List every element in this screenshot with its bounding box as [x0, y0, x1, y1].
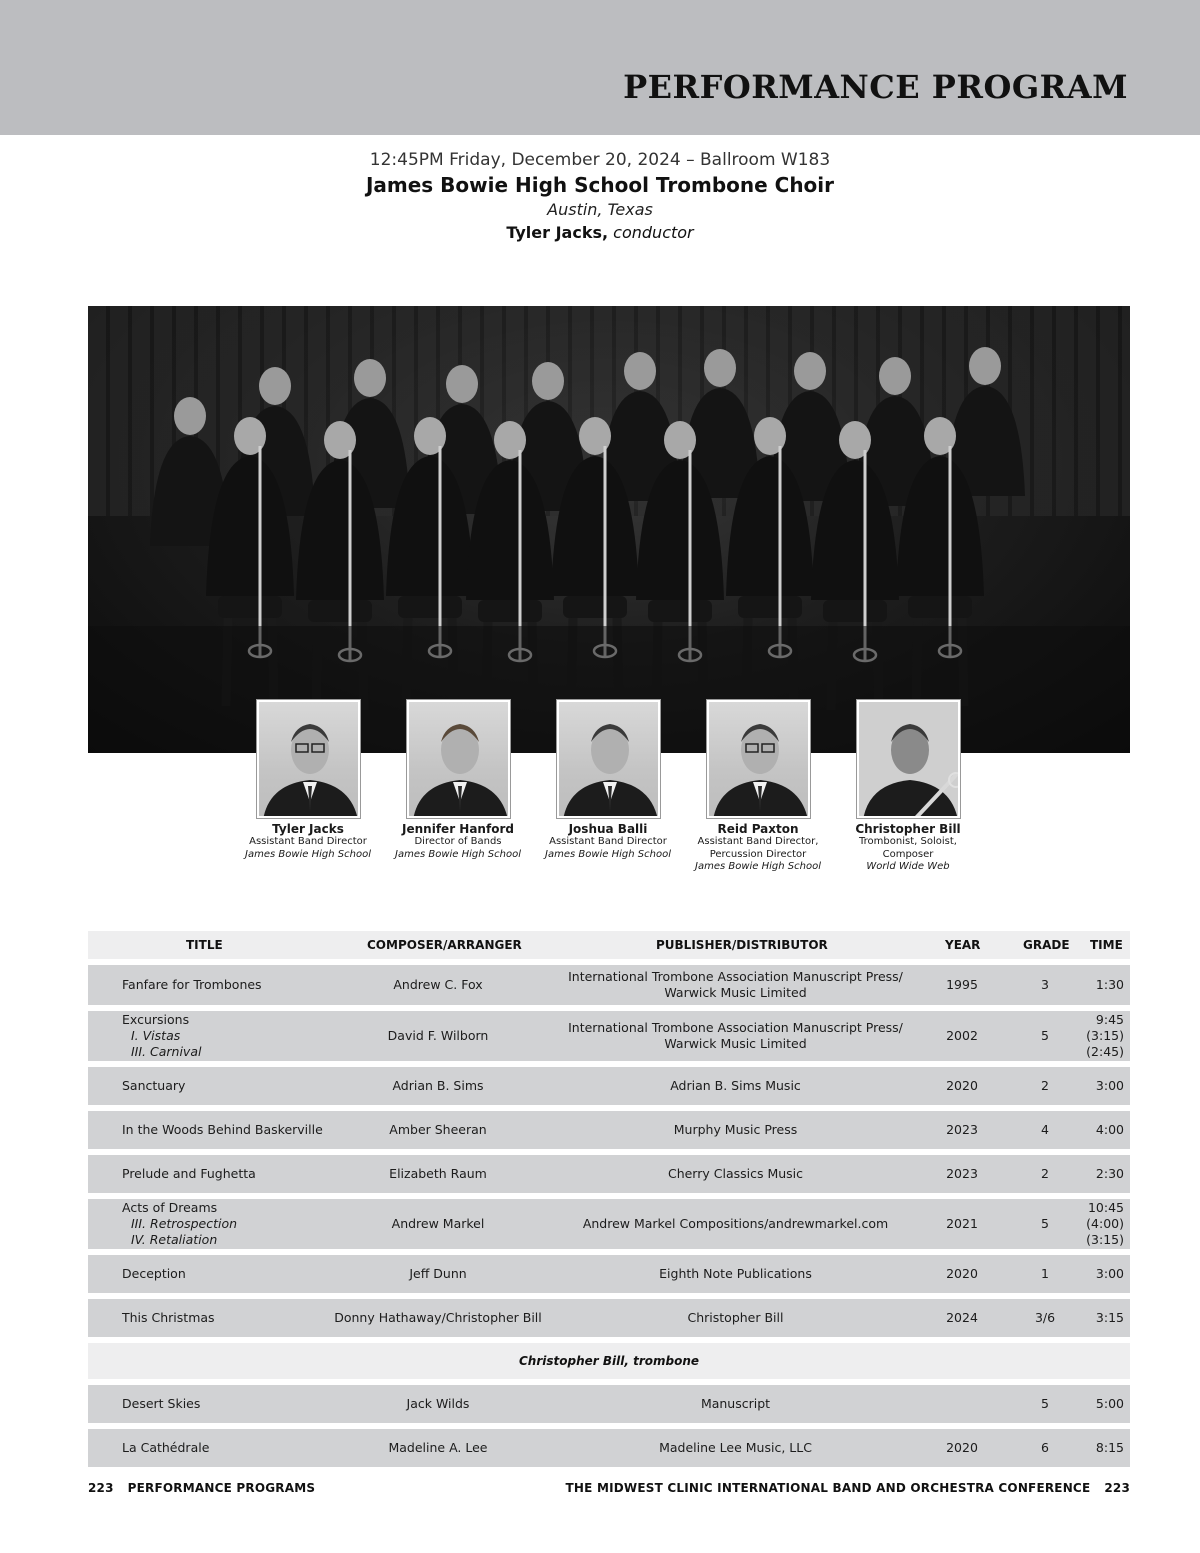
duration-cell [1075, 1429, 1127, 1467]
piece-title: Prelude and Fughetta [122, 1166, 256, 1181]
publisher: Warwick Music Limited [664, 1036, 807, 1051]
person-name: Tyler Jacks [272, 822, 344, 836]
ensemble-group-photo [88, 306, 1130, 753]
piece-title-cell [122, 1155, 342, 1193]
person-affiliation: James Bowie High School [395, 848, 521, 860]
piece-title: Deception [122, 1266, 186, 1281]
piece-title: Sanctuary [122, 1078, 186, 1093]
composer-cell [318, 1111, 558, 1149]
duration: 4:00 [1095, 1122, 1124, 1137]
duration: 1:30 [1095, 977, 1124, 992]
conductor-name: Tyler Jacks, [506, 223, 609, 242]
program-row [88, 1067, 1130, 1105]
year: 1995 [946, 977, 978, 992]
person-caption [383, 822, 533, 861]
person-affiliation: James Bowie High School [245, 848, 371, 860]
piece-title: Acts of Dreams [122, 1200, 218, 1215]
publisher: Madeline Lee Music, LLC [659, 1440, 812, 1455]
page-title: PERFORMANCE PROGRAM [623, 68, 1128, 106]
composer: Jack Wilds [406, 1396, 470, 1411]
piece-title: In the Woods Behind Baskerville [122, 1122, 323, 1137]
year-cell [932, 1255, 992, 1293]
composer-cell [318, 1385, 558, 1423]
movement: III. Carnival [131, 1044, 202, 1059]
grade: 4 [1041, 1122, 1049, 1137]
footer-left [88, 1481, 315, 1495]
year: 2021 [946, 1216, 978, 1231]
duration-cell [1075, 1011, 1127, 1061]
piece-title-cell [122, 1299, 342, 1337]
year: 2024 [946, 1310, 978, 1325]
duration: 2:30 [1095, 1166, 1124, 1181]
duration-cell [1075, 965, 1127, 1005]
grade-cell [1015, 1155, 1075, 1193]
publisher-cell [558, 1011, 913, 1061]
program-row [88, 1199, 1130, 1249]
year-cell [932, 1155, 992, 1193]
ensemble-name: James Bowie High School Trombone Choir [365, 173, 835, 197]
year-cell [932, 1299, 992, 1337]
duration-cell [1075, 1299, 1127, 1337]
duration-cell [1075, 1385, 1127, 1423]
grade: 3 [1041, 977, 1049, 992]
year: 2002 [946, 1028, 978, 1043]
column-title: TITLE [186, 938, 223, 952]
year: 2020 [946, 1078, 978, 1093]
piece-title-cell [122, 1111, 342, 1149]
grade: 3/6 [1034, 1310, 1056, 1325]
piece-title-cell [122, 1255, 342, 1293]
duration: 3:00 [1095, 1266, 1124, 1281]
duration-cell [1075, 1067, 1127, 1105]
column-composer: COMPOSER/ARRANGER [367, 938, 522, 952]
person-affiliation: World Wide Web [866, 861, 950, 872]
publisher-cell [558, 1385, 913, 1423]
person-name: Christopher Bill [855, 822, 961, 836]
person-caption [683, 822, 833, 874]
person-caption [233, 822, 383, 861]
composer-cell [318, 1011, 558, 1061]
ensemble-city: Austin, Texas [547, 200, 653, 219]
year: 2020 [946, 1266, 978, 1281]
page-number-right: 223 [1104, 1481, 1130, 1495]
year-cell [932, 1429, 992, 1467]
composer-cell [318, 1255, 558, 1293]
duration: 10:45 [1087, 1200, 1124, 1215]
person-affiliation: James Bowie High School [695, 861, 821, 872]
composer-cell [318, 965, 558, 1005]
grade-cell [1015, 1111, 1075, 1149]
piece-title-cell [122, 1011, 342, 1061]
composer-cell [318, 1299, 558, 1337]
year: 2023 [946, 1122, 978, 1137]
publisher-cell [558, 1429, 913, 1467]
composer-cell [318, 1199, 558, 1249]
event-time-location: 12:45PM Friday, December 20, 2024 – Ballroom W183 [369, 150, 831, 170]
composer-cell [318, 1429, 558, 1467]
ensemble-silhouettes [88, 306, 1130, 753]
duration: 9:45 [1095, 1012, 1124, 1027]
program-row [88, 1155, 1130, 1193]
movement: I. Vistas [131, 1028, 181, 1043]
duration: 3:15 [1095, 1310, 1124, 1325]
composer: Madeline A. Lee [388, 1440, 488, 1455]
year-cell [932, 1067, 992, 1105]
grade: 1 [1041, 1266, 1049, 1281]
grade: 5 [1041, 1028, 1049, 1043]
duration-cell [1075, 1155, 1127, 1193]
grade: 5 [1041, 1216, 1049, 1231]
conductor-line [0, 223, 1200, 242]
person-role: Assistant Band Director, [697, 836, 819, 847]
person-role: Assistant Band Director [549, 836, 667, 847]
publisher: Eighth Note Publications [659, 1266, 812, 1281]
publisher-cell [558, 1255, 913, 1293]
portrait-photo [857, 700, 960, 818]
grade: 5 [1041, 1396, 1049, 1411]
composer-cell [318, 1067, 558, 1105]
piece-title: Fanfare for Trombones [122, 977, 262, 992]
grade: 2 [1041, 1078, 1049, 1093]
composer: Adrian B. Sims [392, 1078, 484, 1093]
year: 2023 [946, 1166, 978, 1181]
piece-title-cell [122, 1429, 342, 1467]
composer: Andrew Markel [391, 1216, 485, 1231]
person-role: Assistant Band Director [249, 836, 367, 847]
publisher: Cherry Classics Music [667, 1166, 804, 1181]
composer: Amber Sheeran [389, 1122, 487, 1137]
piece-title-cell [122, 1199, 342, 1249]
duration-cell [1075, 1199, 1127, 1249]
publisher: Christopher Bill [687, 1310, 784, 1325]
duration: (3:15) [1086, 1028, 1124, 1043]
program-row [88, 1255, 1130, 1293]
year-cell [932, 1199, 992, 1249]
grade-cell [1015, 1299, 1075, 1337]
grade-cell [1015, 1067, 1075, 1105]
year-cell [932, 1111, 992, 1149]
piece-title: La Cathédrale [122, 1440, 210, 1455]
portrait-photo [407, 700, 510, 818]
piece-title-cell [122, 1067, 342, 1105]
publisher: Manuscript [700, 1396, 771, 1411]
duration: 3:00 [1095, 1078, 1124, 1093]
piece-title-cell [122, 965, 342, 1005]
program-row [88, 1299, 1130, 1337]
publisher: Warwick Music Limited [664, 985, 807, 1000]
duration: (3:15) [1086, 1232, 1124, 1247]
duration: 5:00 [1095, 1396, 1124, 1411]
column-time: TIME [1090, 938, 1123, 952]
grade-cell [1015, 965, 1075, 1005]
composer-cell [318, 1155, 558, 1193]
composer: Donny Hathaway/Christopher Bill [334, 1310, 542, 1325]
portrait-photo [707, 700, 810, 818]
duration: (4:00) [1086, 1216, 1124, 1231]
publisher-cell [558, 1111, 913, 1149]
piece-title: Excursions [122, 1012, 190, 1027]
publisher-cell [558, 1199, 913, 1249]
person-role: Percussion Director [709, 848, 807, 860]
column-publisher: PUBLISHER/DISTRIBUTOR [656, 938, 828, 952]
grade: 6 [1041, 1440, 1049, 1455]
year-cell [932, 1011, 992, 1061]
composer: David F. Wilborn [387, 1028, 489, 1043]
duration-cell [1075, 1111, 1127, 1149]
duration: 8:15 [1095, 1440, 1124, 1455]
duration: (2:45) [1086, 1044, 1124, 1059]
person-name: Joshua Balli [568, 822, 648, 836]
program-table-header [88, 931, 1130, 959]
year-cell [932, 965, 992, 1005]
program-table [88, 931, 1130, 1467]
portrait-photo [257, 700, 360, 818]
grade: 2 [1041, 1166, 1049, 1181]
composer: Jeff Dunn [409, 1266, 467, 1281]
publisher-cell [558, 1067, 913, 1105]
publisher: Andrew Markel Compositions/andrewmarkel.com [582, 1216, 889, 1231]
year: 2020 [946, 1440, 978, 1455]
portrait-photo [557, 700, 660, 818]
publisher: Murphy Music Press [673, 1122, 798, 1137]
piece-title-cell [122, 1385, 342, 1423]
page-number-left: 223 [88, 1481, 114, 1495]
person-role: Trombonist, Soloist, [859, 836, 957, 847]
publisher: International Trombone Association Manuscript Press/ [568, 1020, 903, 1035]
grade-cell [1015, 1199, 1075, 1249]
program-row [88, 965, 1130, 1005]
footer-conference: THE MIDWEST CLINIC INTERNATIONAL BAND AND ORCHESTRA CONFERENCE [565, 1481, 1091, 1495]
person-role: Director of Bands [414, 836, 502, 847]
composer: Elizabeth Raum [389, 1166, 487, 1181]
publisher-cell [558, 1299, 913, 1337]
program-row [88, 1011, 1130, 1061]
person-caption [833, 822, 983, 874]
conductor-role: conductor [613, 223, 694, 242]
grade-cell [1015, 1385, 1075, 1423]
person-caption [533, 822, 683, 861]
duration-cell [1075, 1255, 1127, 1293]
publisher-cell [558, 965, 913, 1005]
publisher: International Trombone Association Manuscript Press/ [568, 969, 903, 984]
column-year: YEAR [945, 938, 981, 952]
footer-right [566, 1481, 1130, 1495]
grade-cell [1015, 1429, 1075, 1467]
program-row [88, 1385, 1130, 1423]
person-role: Composer [882, 848, 934, 860]
person-affiliation: James Bowie High School [545, 848, 671, 860]
publisher-cell [558, 1155, 913, 1193]
movement: IV. Retaliation [131, 1232, 218, 1247]
grade-cell [1015, 1011, 1075, 1061]
composer: Andrew C. Fox [393, 977, 483, 992]
movement: III. Retrospection [131, 1216, 238, 1231]
soloist-note: Christopher Bill, trombone [88, 1343, 1130, 1379]
program-row [88, 1111, 1130, 1149]
person-name: Reid Paxton [717, 822, 799, 836]
grade-cell [1015, 1255, 1075, 1293]
footer-section: PERFORMANCE PROGRAMS [127, 1481, 316, 1495]
publisher: Adrian B. Sims Music [670, 1078, 801, 1093]
piece-title: Desert Skies [122, 1396, 201, 1411]
column-grade: GRADE [1023, 938, 1070, 952]
program-row [88, 1429, 1130, 1467]
piece-title: This Christmas [122, 1310, 215, 1325]
person-name: Jennifer Hanford [402, 822, 514, 836]
year-cell [932, 1385, 992, 1423]
